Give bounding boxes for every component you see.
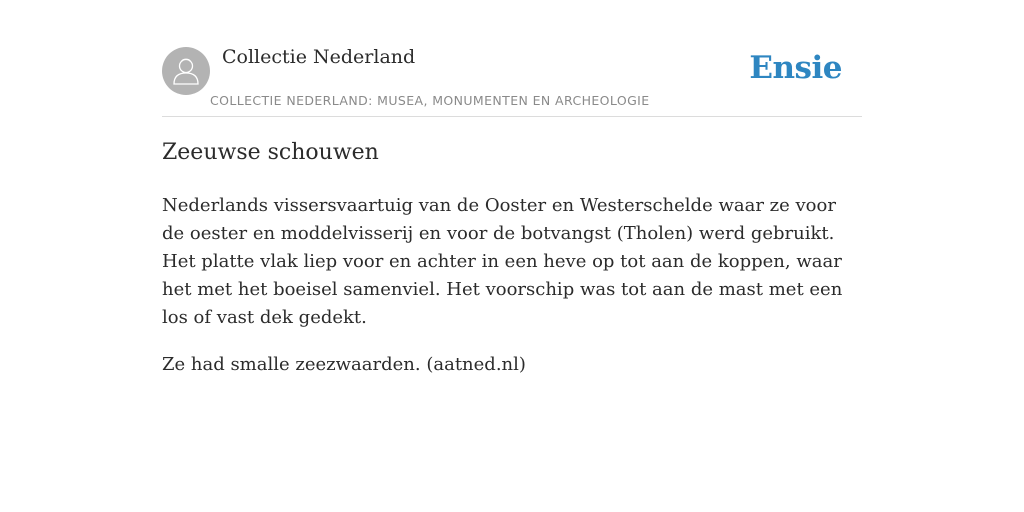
ensie-logo[interactable]: Ensie xyxy=(749,50,842,86)
user-silhouette-icon xyxy=(162,47,210,95)
article-paragraph: Nederlands vissersvaartuig van de Ooster en Westerschelde waar ze voor de oester en moddelvisserij en voor de botvangst (Tholen) werd gebruikt. Het platte vlak liep voor en achter in een heve op tot aan de koppen, waar het met het boeisel samenviel. Het voorschip was tot aan de mast met een los of vast dek gedekt. xyxy=(162,195,843,328)
article-title: Zeeuwse schouwen xyxy=(162,140,379,165)
avatar[interactable] xyxy=(162,47,210,95)
article-body xyxy=(162,192,862,398)
author-subtitle[interactable]: COLLECTIE NEDERLAND: MUSEA, MONUMENTEN EN ARCHEOLOGIE xyxy=(210,93,650,108)
article-paragraph: Ze had smalle zeezwaarden. (aatned.nl) xyxy=(162,354,526,375)
author-name[interactable]: Collectie Nederland xyxy=(222,46,416,68)
article-header xyxy=(162,0,862,117)
